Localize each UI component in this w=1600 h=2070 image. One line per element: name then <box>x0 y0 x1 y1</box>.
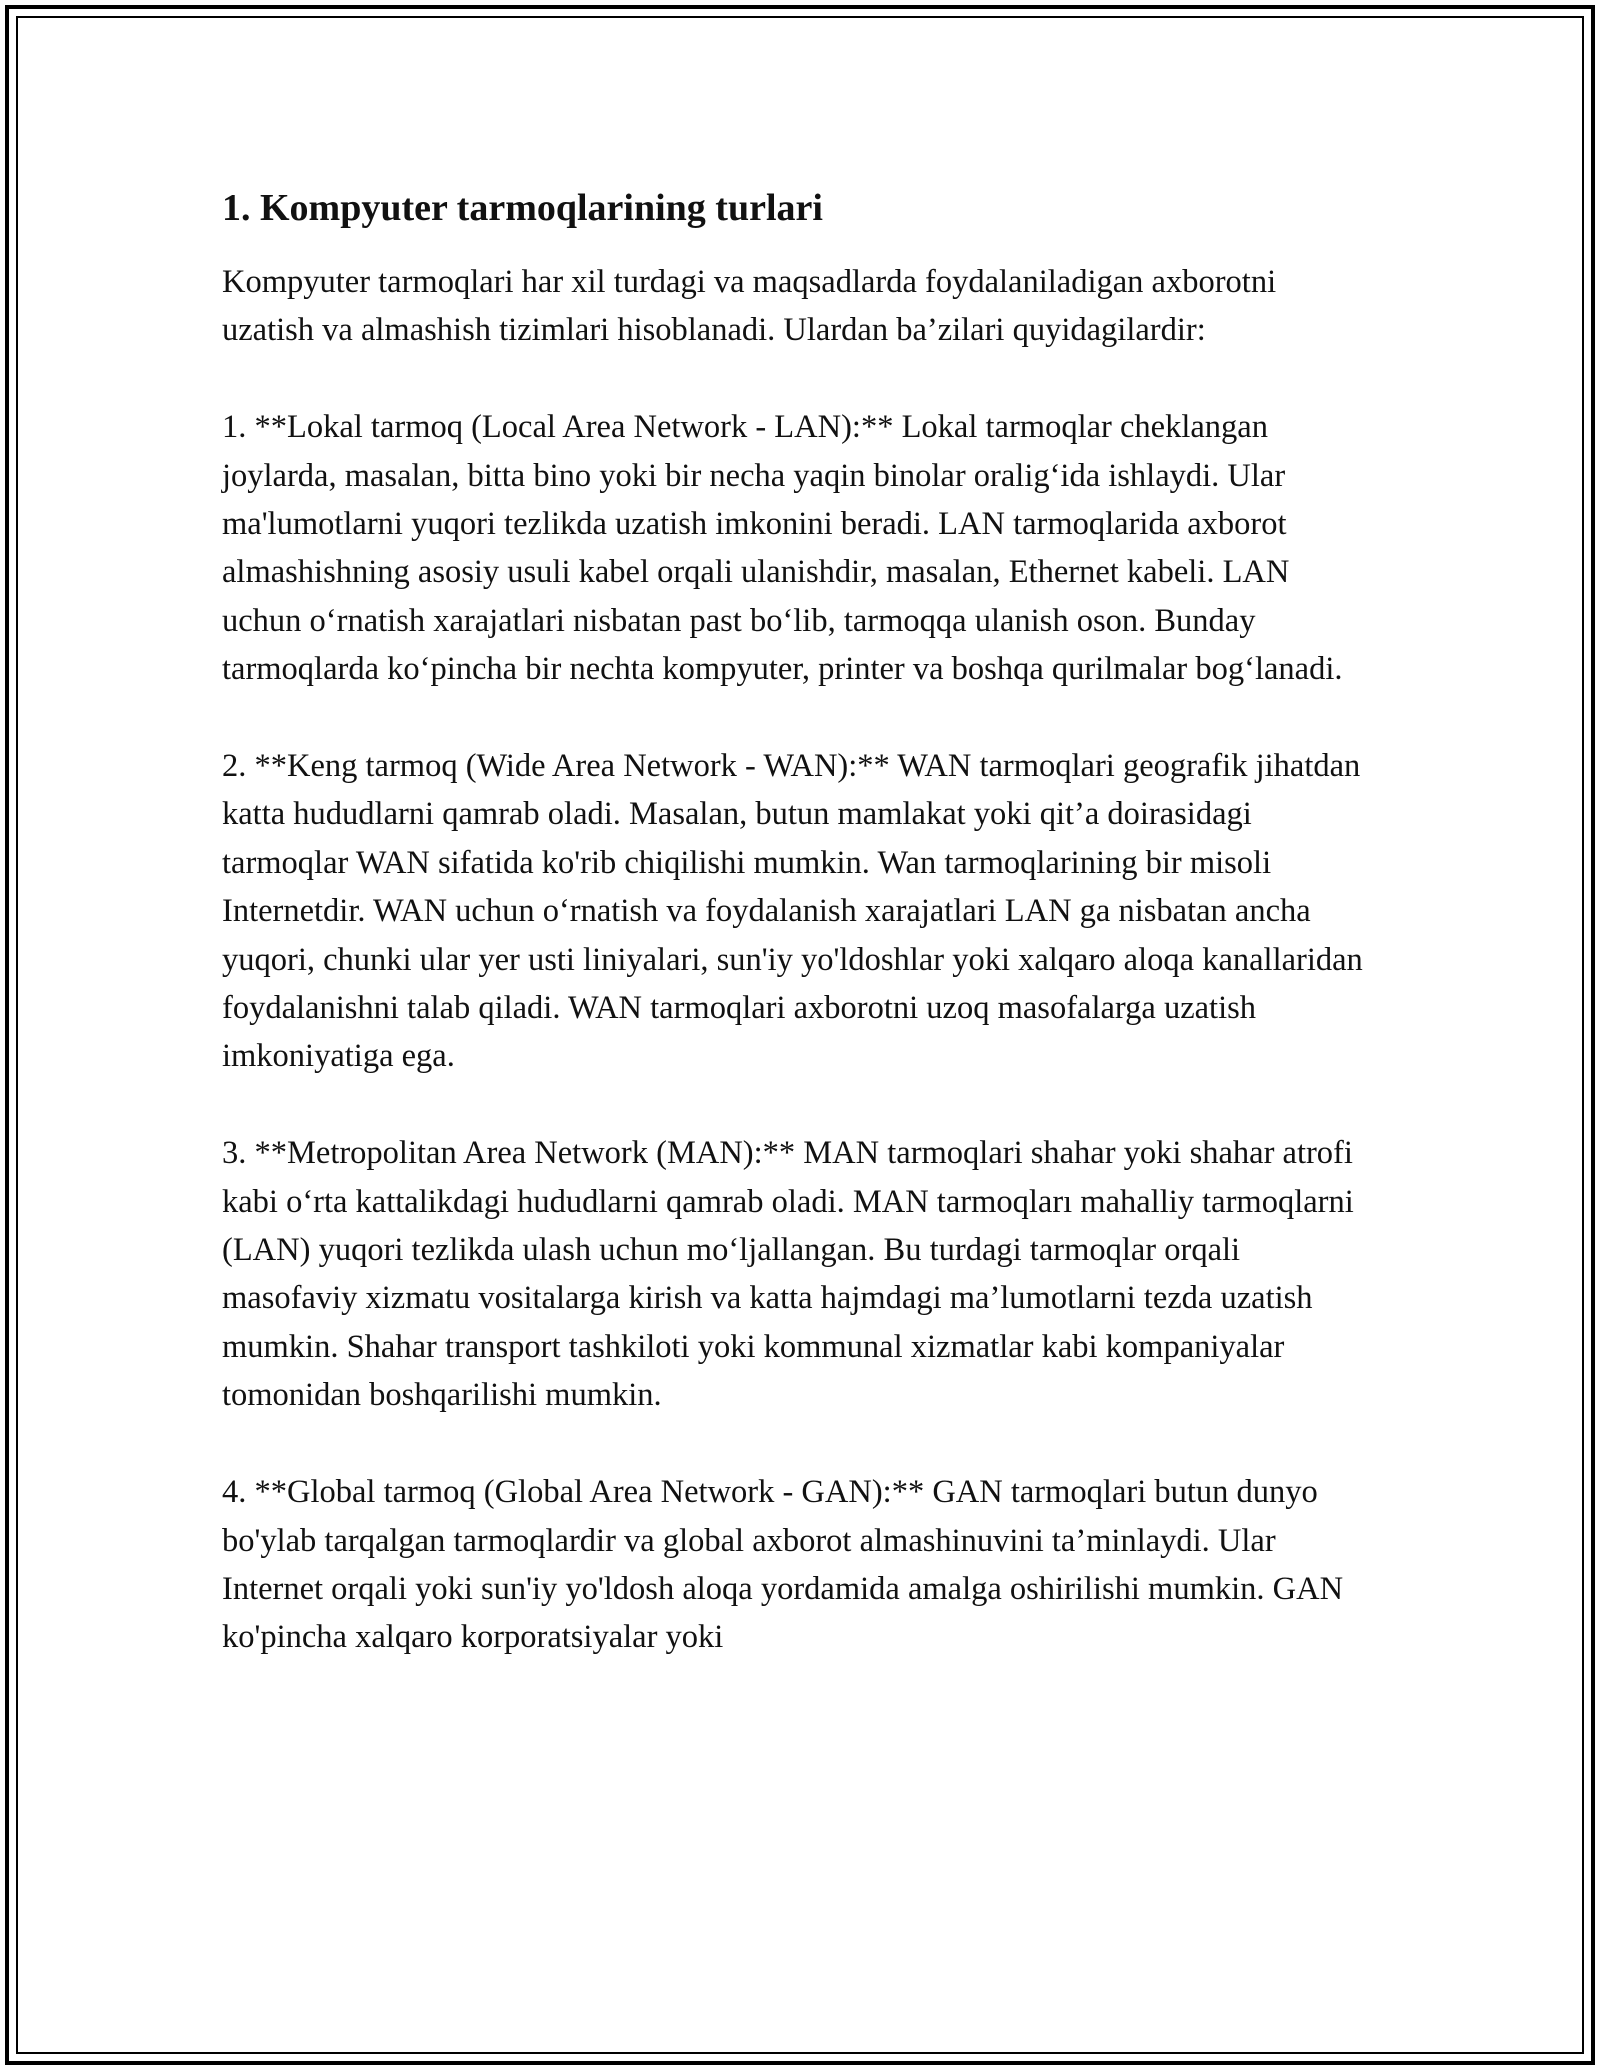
gan-paragraph: 4. **Global tarmoq (Global Area Network - GAN):** GAN tarmoqlari butun dunyo bo'ylab tarqalgan tarmoqlardir va global axborot almashinuvini ta’minlaydi. Ular Internet orqali yoki sun'iy yo'ldosh aloqa yordamida amalga oshirilishi mumkin. GAN ko'pincha xalqaro korporatsiyalar yoki <box>222 1474 1344 1656</box>
intro-paragraph: Kompyuter tarmoqlari har xil turdagi va maqsadlarda foydalaniladigan axborotni uzatish va almashish tizimlari hisoblanadi. Ulardan ba’zilari quyidagilardir: <box>222 264 1277 349</box>
lan-paragraph: 1. **Lokal tarmoq (Local Area Network - LAN):** Lokal tarmoqlar cheklangan joylarda, masalan, bitta bino yoki bir necha yaqin binolar oralig‘ida ishlaydi. Ular ma'lumotlarni yuqori tezlikda uzatish imkonini beradi. LAN tarmoqlarida axborot almashishning asosiy usuli kabel orqali ulanishdir, masalan, Ethernet kabeli. LAN uchun o‘rnatish xarajatlari nisbatan past bo‘lib, tarmoqqa ulanish oson. Bunday tarmoqlarda ko‘pincha bir nechta kompyuter, printer va boshqa qurilmalar bog‘lanadi. <box>222 409 1343 688</box>
wan-paragraph: 2. **Keng tarmoq (Wide Area Network - WAN):** WAN tarmoqlari geografik jihatdan katta hududlarni qamrab oladi. Masalan, butun mamlakat yoki qit’a doirasidagi tarmoqlar WAN sifatida ko'rib chiqilishi mumkin. Wan tarmoqlarining bir misoli Internetdir. WAN uchun o‘rnatish va foydalanish xarajatlari LAN ga nisbatan ancha yuqori, chunki ular yer usti liniyalari, sun'iy yo'ldoshlar yoki xalqaro aloqa kanallaridan foydalanishni talab qiladi. WAN tarmoqlari axborotni uzoq masofalarga uzatish imkoniyatiga ega. <box>222 748 1363 1075</box>
man-paragraph: 3. **Metropolitan Area Network (MAN):** MAN tarmoqlari shahar yoki shahar atrofi kabi o‘rta kattalikdagi hududlarni qamrab oladi. MAN tarmoqları mahalliy tarmoqlarni (LAN) yuqori tezlikda ulash uchun mo‘ljallangan. Bu turdagi tarmoqlar orqali masofaviy xizmatu vositalarga kirish va katta hajmdagi ma’lumotlarni tezda uzatish mumkin. Shahar transport tashkiloti yoki kommunal xizmatlar kabi kompaniyalar tomonidan boshqarilishi mumkin. <box>222 1135 1354 1414</box>
document-heading: 1. Kompyuter tarmoqlarining turlari <box>222 187 823 229</box>
document-body <box>222 184 1372 1662</box>
